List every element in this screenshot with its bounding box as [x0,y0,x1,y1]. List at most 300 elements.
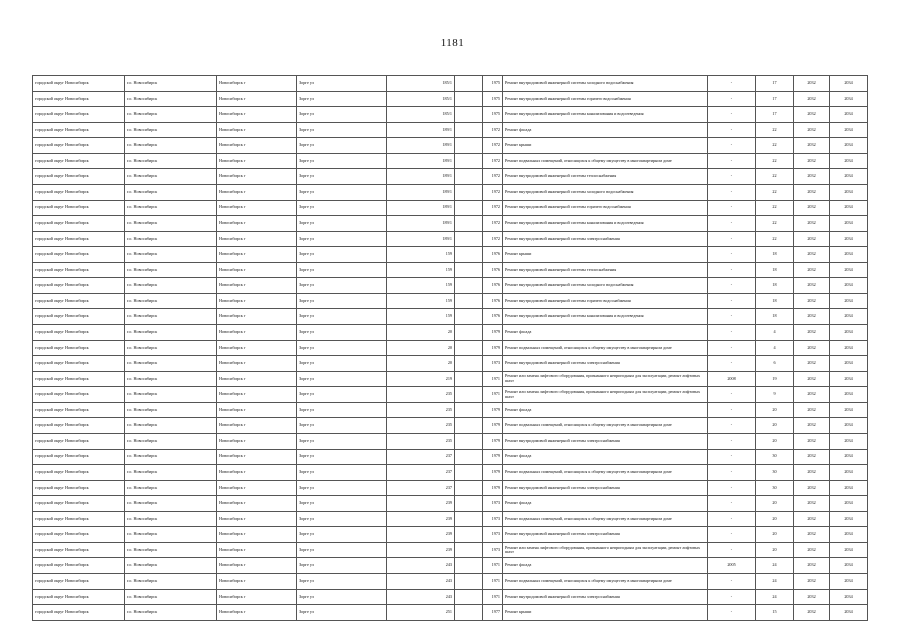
work-type-cell: Ремонт или замена лифтового оборудования, признанного непригодным для эксплуатации, ремонт лифтовых шахт [503,371,708,387]
table-row [33,356,868,372]
work-type-cell: Ремонт крыши [503,605,708,621]
last-repair-year-cell: - [708,262,756,278]
table-row [33,262,868,278]
municipality-cell: городской округ Новосибирск [33,527,125,543]
count-cell: 30 [756,465,794,481]
city-cell: Новосибирск г [217,511,297,527]
municipality-cell: городской округ Новосибирск [33,262,125,278]
work-type-cell: Ремонт фасада [503,122,708,138]
count-cell: 19 [756,371,794,387]
count-cell: 22 [756,138,794,154]
city-cell: Новосибирск г [217,76,297,92]
table-row [33,293,868,309]
last-repair-year-cell: - [708,76,756,92]
city-cell: Новосибирск г [217,387,297,403]
table-row [33,496,868,512]
end-year-cell: 2034 [830,387,868,403]
city-cell: Новосибирск г [217,574,297,590]
last-repair-year-cell: - [708,527,756,543]
work-type-cell: Ремонт внутридомовой инженерной системы горячего водоснабжения [503,91,708,107]
year-built-cell: 1975 [483,91,503,107]
last-repair-year-cell: - [708,356,756,372]
building-cell [455,153,483,169]
street-cell: Зорге ул [297,200,387,216]
district-cell: г.о. Новосибирск [125,107,217,123]
start-year-cell: 2032 [794,465,830,481]
last-repair-year-cell: - [708,169,756,185]
end-year-cell: 2034 [830,122,868,138]
building-cell [455,574,483,590]
last-repair-year-cell: - [708,402,756,418]
street-cell: Зорге ул [297,605,387,621]
house-number-cell: 235 [387,402,455,418]
work-type-cell: Ремонт крыши [503,247,708,263]
year-built-cell: 1979 [483,433,503,449]
end-year-cell: 2034 [830,511,868,527]
last-repair-year-cell: - [708,107,756,123]
city-cell: Новосибирск г [217,309,297,325]
last-repair-year-cell: - [708,574,756,590]
start-year-cell: 2032 [794,293,830,309]
table-row [33,107,868,123]
start-year-cell: 2032 [794,200,830,216]
last-repair-year-cell: - [708,122,756,138]
house-number-cell: 235 [387,387,455,403]
building-cell [455,496,483,512]
house-number-cell: 159 [387,293,455,309]
count-cell: 18 [756,247,794,263]
house-number-cell: 20 [387,325,455,341]
building-cell [455,169,483,185]
street-cell: Зорге ул [297,418,387,434]
year-built-cell: 1972 [483,184,503,200]
last-repair-year-cell: - [708,418,756,434]
count-cell: 18 [756,278,794,294]
building-cell [455,449,483,465]
house-number-cell: 185/1 [387,107,455,123]
count-cell: 4 [756,340,794,356]
count-cell: 22 [756,184,794,200]
count-cell: 17 [756,76,794,92]
count-cell: 18 [756,309,794,325]
house-number-cell: 219 [387,371,455,387]
city-cell: Новосибирск г [217,589,297,605]
municipality-cell: городской округ Новосибирск [33,574,125,590]
count-cell: 22 [756,122,794,138]
last-repair-year-cell: - [708,496,756,512]
last-repair-year-cell: - [708,542,756,558]
district-cell: г.о. Новосибирск [125,200,217,216]
count-cell: 20 [756,527,794,543]
municipality-cell: городской округ Новосибирск [33,247,125,263]
year-built-cell: 1979 [483,449,503,465]
municipality-cell: городской округ Новосибирск [33,340,125,356]
city-cell: Новосибирск г [217,169,297,185]
district-cell: г.о. Новосибирск [125,231,217,247]
building-cell [455,433,483,449]
municipality-cell: городской округ Новосибирск [33,200,125,216]
district-cell: г.о. Новосибирск [125,153,217,169]
last-repair-year-cell: - [708,138,756,154]
end-year-cell: 2034 [830,325,868,341]
last-repair-year-cell: - [708,153,756,169]
end-year-cell: 2034 [830,418,868,434]
year-built-cell: 1976 [483,247,503,263]
house-number-cell: 237 [387,449,455,465]
district-cell: г.о. Новосибирск [125,91,217,107]
city-cell: Новосибирск г [217,122,297,138]
street-cell: Зорге ул [297,169,387,185]
start-year-cell: 2032 [794,262,830,278]
street-cell: Зорге ул [297,511,387,527]
street-cell: Зорге ул [297,542,387,558]
work-type-cell: Ремонт внутридомовой инженерной системы электроснабжения [503,231,708,247]
table-row [33,122,868,138]
municipality-cell: городской округ Новосибирск [33,138,125,154]
end-year-cell: 2034 [830,153,868,169]
last-repair-year-cell: - [708,231,756,247]
start-year-cell: 2032 [794,309,830,325]
municipality-cell: городской округ Новосибирск [33,542,125,558]
end-year-cell: 2034 [830,402,868,418]
last-repair-year-cell: - [708,184,756,200]
start-year-cell: 2032 [794,169,830,185]
city-cell: Новосибирск г [217,465,297,481]
start-year-cell: 2032 [794,589,830,605]
year-built-cell: 1973 [483,542,503,558]
building-cell [455,231,483,247]
year-built-cell: 1979 [483,418,503,434]
district-cell: г.о. Новосибирск [125,356,217,372]
street-cell: Зорге ул [297,371,387,387]
table-row [33,184,868,200]
end-year-cell: 2034 [830,340,868,356]
building-cell [455,371,483,387]
house-number-cell: 243 [387,574,455,590]
house-number-cell: 239 [387,542,455,558]
house-number-cell: 239 [387,511,455,527]
end-year-cell: 2034 [830,200,868,216]
end-year-cell: 2034 [830,278,868,294]
year-built-cell: 1971 [483,387,503,403]
work-type-cell: Ремонт или замена лифтового оборудования, признанного непригодным для эксплуатации, ремонт лифтовых шахт [503,387,708,403]
street-cell: Зорге ул [297,480,387,496]
table-row [33,605,868,621]
district-cell: г.о. Новосибирск [125,511,217,527]
year-built-cell: 1976 [483,293,503,309]
count-cell: 22 [756,200,794,216]
start-year-cell: 2032 [794,76,830,92]
street-cell: Зорге ул [297,107,387,123]
district-cell: г.о. Новосибирск [125,340,217,356]
end-year-cell: 2034 [830,527,868,543]
start-year-cell: 2032 [794,605,830,621]
district-cell: г.о. Новосибирск [125,184,217,200]
house-number-cell: 185/1 [387,91,455,107]
end-year-cell: 2034 [830,496,868,512]
table-row [33,402,868,418]
count-cell: 24 [756,558,794,574]
municipality-cell: городской округ Новосибирск [33,293,125,309]
start-year-cell: 2032 [794,216,830,232]
municipality-cell: городской округ Новосибирск [33,449,125,465]
street-cell: Зорге ул [297,433,387,449]
last-repair-year-cell: - [708,433,756,449]
end-year-cell: 2034 [830,76,868,92]
work-type-cell: Ремонт внутридомовой инженерной системы горячего водоснабжения [503,200,708,216]
start-year-cell: 2032 [794,247,830,263]
street-cell: Зорге ул [297,153,387,169]
year-built-cell: 1971 [483,574,503,590]
work-type-cell: Ремонт фасада [503,496,708,512]
building-cell [455,107,483,123]
count-cell: 17 [756,107,794,123]
city-cell: Новосибирск г [217,402,297,418]
work-type-cell: Ремонт подвальных помещений, относящихся к общему имуществу в многоквартирном доме [503,153,708,169]
start-year-cell: 2032 [794,138,830,154]
city-cell: Новосибирск г [217,138,297,154]
house-number-cell: 251 [387,605,455,621]
year-built-cell: 1979 [483,465,503,481]
year-built-cell: 1972 [483,153,503,169]
end-year-cell: 2034 [830,449,868,465]
house-number-cell: 159 [387,262,455,278]
street-cell: Зорге ул [297,138,387,154]
year-built-cell: 1976 [483,309,503,325]
year-built-cell: 1972 [483,122,503,138]
table-row [33,574,868,590]
last-repair-year-cell: 2005 [708,558,756,574]
building-cell [455,511,483,527]
city-cell: Новосибирск г [217,605,297,621]
city-cell: Новосибирск г [217,325,297,341]
last-repair-year-cell: - [708,325,756,341]
count-cell: 20 [756,418,794,434]
year-built-cell: 1979 [483,480,503,496]
house-number-cell: 159 [387,278,455,294]
table-row [33,465,868,481]
end-year-cell: 2034 [830,169,868,185]
street-cell: Зорге ул [297,278,387,294]
year-built-cell: 1971 [483,371,503,387]
street-cell: Зорге ул [297,449,387,465]
year-built-cell: 1972 [483,138,503,154]
house-number-cell: 189/1 [387,153,455,169]
building-cell [455,247,483,263]
end-year-cell: 2034 [830,558,868,574]
start-year-cell: 2032 [794,231,830,247]
city-cell: Новосибирск г [217,340,297,356]
street-cell: Зорге ул [297,216,387,232]
building-cell [455,558,483,574]
city-cell: Новосибирск г [217,433,297,449]
house-number-cell: 237 [387,465,455,481]
table-row [33,589,868,605]
count-cell: 20 [756,511,794,527]
house-number-cell: 239 [387,527,455,543]
end-year-cell: 2034 [830,480,868,496]
count-cell: 30 [756,480,794,496]
street-cell: Зорге ул [297,558,387,574]
table-row [33,169,868,185]
year-built-cell: 1972 [483,200,503,216]
work-type-cell: Ремонт подвальных помещений, относящихся к общему имуществу в многоквартирном доме [503,511,708,527]
municipality-cell: городской округ Новосибирск [33,387,125,403]
end-year-cell: 2034 [830,231,868,247]
table-row [33,76,868,92]
work-type-cell: Ремонт фасада [503,325,708,341]
repair-schedule-table [32,75,868,621]
municipality-cell: городской округ Новосибирск [33,496,125,512]
start-year-cell: 2032 [794,480,830,496]
end-year-cell: 2034 [830,465,868,481]
table-row [33,325,868,341]
year-built-cell: 1972 [483,169,503,185]
city-cell: Новосибирск г [217,231,297,247]
district-cell: г.о. Новосибирск [125,247,217,263]
municipality-cell: городской округ Новосибирск [33,605,125,621]
house-number-cell: 185/1 [387,76,455,92]
year-built-cell: 1973 [483,496,503,512]
start-year-cell: 2032 [794,278,830,294]
year-built-cell: 1973 [483,356,503,372]
district-cell: г.о. Новосибирск [125,480,217,496]
work-type-cell: Ремонт фасада [503,449,708,465]
city-cell: Новосибирск г [217,496,297,512]
table-row [33,247,868,263]
city-cell: Новосибирск г [217,527,297,543]
year-built-cell: 1976 [483,262,503,278]
end-year-cell: 2034 [830,309,868,325]
district-cell: г.о. Новосибирск [125,402,217,418]
count-cell: 20 [756,433,794,449]
end-year-cell: 2034 [830,262,868,278]
city-cell: Новосибирск г [217,356,297,372]
work-type-cell: Ремонт внутридомовой инженерной системы горячего водоснабжения [503,293,708,309]
municipality-cell: городской округ Новосибирск [33,433,125,449]
work-type-cell: Ремонт подвальных помещений, относящихся к общему имуществу в многоквартирном доме [503,340,708,356]
municipality-cell: городской округ Новосибирск [33,216,125,232]
district-cell: г.о. Новосибирск [125,169,217,185]
table-row [33,418,868,434]
end-year-cell: 2034 [830,138,868,154]
start-year-cell: 2032 [794,449,830,465]
count-cell: 30 [756,449,794,465]
building-cell [455,418,483,434]
municipality-cell: городской округ Новосибирск [33,231,125,247]
year-built-cell: 1977 [483,605,503,621]
table-row [33,200,868,216]
building-cell [455,527,483,543]
end-year-cell: 2034 [830,184,868,200]
street-cell: Зорге ул [297,247,387,263]
street-cell: Зорге ул [297,387,387,403]
building-cell [455,589,483,605]
table-row [33,309,868,325]
work-type-cell: Ремонт внутридомовой инженерной системы электроснабжения [503,433,708,449]
building-cell [455,465,483,481]
municipality-cell: городской округ Новосибирск [33,309,125,325]
count-cell: 22 [756,153,794,169]
count-cell: 24 [756,589,794,605]
table-row [33,91,868,107]
municipality-cell: городской округ Новосибирск [33,107,125,123]
street-cell: Зорге ул [297,122,387,138]
street-cell: Зорге ул [297,76,387,92]
district-cell: г.о. Новосибирск [125,418,217,434]
count-cell: 22 [756,169,794,185]
last-repair-year-cell: - [708,480,756,496]
district-cell: г.о. Новосибирск [125,325,217,341]
table-row [33,433,868,449]
table-row [33,542,868,558]
count-cell: 20 [756,402,794,418]
municipality-cell: городской округ Новосибирск [33,325,125,341]
year-built-cell: 1971 [483,558,503,574]
building-cell [455,91,483,107]
city-cell: Новосибирск г [217,153,297,169]
street-cell: Зорге ул [297,325,387,341]
municipality-cell: городской округ Новосибирск [33,356,125,372]
district-cell: г.о. Новосибирск [125,76,217,92]
start-year-cell: 2032 [794,402,830,418]
last-repair-year-cell: - [708,465,756,481]
table-row [33,387,868,403]
district-cell: г.о. Новосибирск [125,278,217,294]
municipality-cell: городской округ Новосибирск [33,558,125,574]
end-year-cell: 2034 [830,589,868,605]
year-built-cell: 1979 [483,402,503,418]
last-repair-year-cell: - [708,278,756,294]
work-type-cell: Ремонт внутридомовой инженерной системы теплоснабжения [503,169,708,185]
city-cell: Новосибирск г [217,418,297,434]
last-repair-year-cell: - [708,247,756,263]
city-cell: Новосибирск г [217,107,297,123]
work-type-cell: Ремонт внутридомовой инженерной системы холодного водоснабжения [503,76,708,92]
house-number-cell: 235 [387,418,455,434]
building-cell [455,184,483,200]
table-row [33,153,868,169]
house-number-cell: 235 [387,433,455,449]
year-built-cell: 1971 [483,589,503,605]
district-cell: г.о. Новосибирск [125,527,217,543]
start-year-cell: 2032 [794,371,830,387]
building-cell [455,76,483,92]
street-cell: Зорге ул [297,527,387,543]
start-year-cell: 2032 [794,387,830,403]
table-row [33,278,868,294]
building-cell [455,278,483,294]
last-repair-year-cell: - [708,605,756,621]
count-cell: 17 [756,91,794,107]
building-cell [455,542,483,558]
work-type-cell: Ремонт внутридомовой инженерной системы электроснабжения [503,527,708,543]
work-type-cell: Ремонт внутридомовой инженерной системы теплоснабжения [503,262,708,278]
municipality-cell: городской округ Новосибирск [33,371,125,387]
table-row [33,216,868,232]
district-cell: г.о. Новосибирск [125,293,217,309]
start-year-cell: 2032 [794,153,830,169]
start-year-cell: 2032 [794,184,830,200]
district-cell: г.о. Новосибирск [125,309,217,325]
year-built-cell: 1975 [483,76,503,92]
page-number: 1181 [440,37,465,49]
street-cell: Зорге ул [297,231,387,247]
building-cell [455,387,483,403]
street-cell: Зорге ул [297,262,387,278]
street-cell: Зорге ул [297,496,387,512]
year-built-cell: 1972 [483,231,503,247]
